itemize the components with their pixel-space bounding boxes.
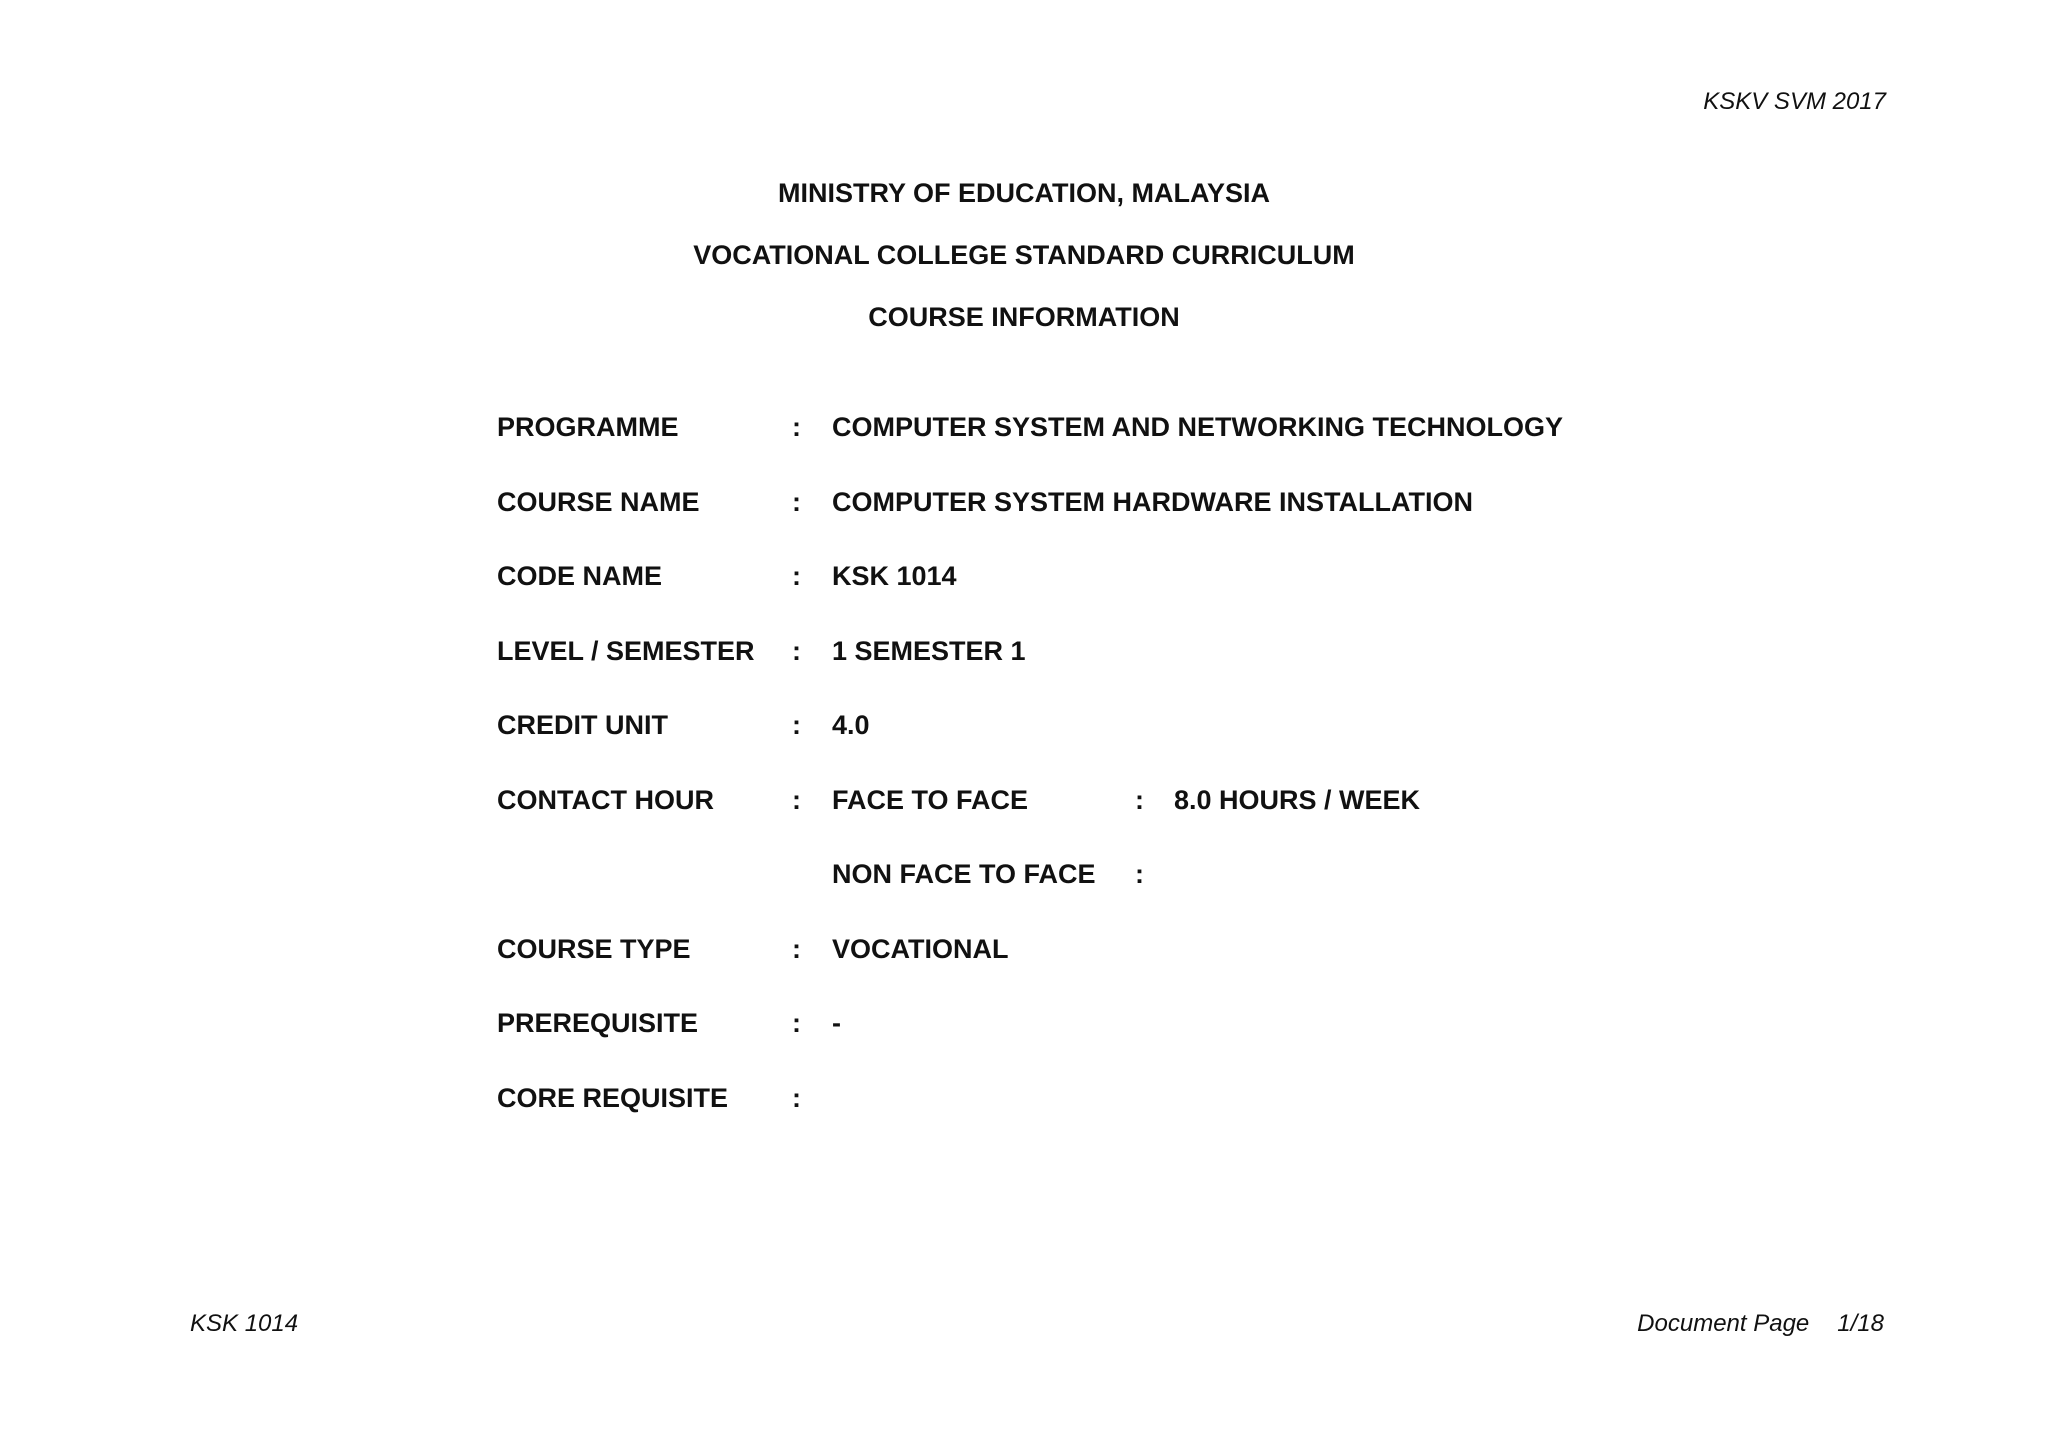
code-name-label: CODE NAME [497, 561, 663, 591]
course-name-value: COMPUTER SYSTEM HARDWARE INSTALLATION [832, 486, 1473, 517]
title-block [0, 176, 2048, 362]
level-semester-label: LEVEL / SEMESTER [497, 635, 755, 666]
separator-colon: : [792, 635, 801, 666]
face-to-face-value: 8.0 HOURS / WEEK [1174, 784, 1421, 815]
curriculum-title: VOCATIONAL COLLEGE STANDARD CURRICULUM [693, 240, 1355, 270]
separator-colon: : [792, 933, 801, 964]
separator-colon: : [792, 710, 801, 740]
level-semester-value: 1 SEMESTER 1 [832, 635, 1026, 666]
core-requisite-label: CORE REQUISITE [497, 1082, 729, 1113]
separator-colon: : [792, 1082, 801, 1113]
separator-colon: : [792, 784, 801, 815]
footer-course-code: KSK 1014 [190, 1310, 299, 1337]
footer-page-info [1637, 1310, 1884, 1338]
non-face-to-face-label: NON FACE TO FACE [832, 859, 1096, 889]
separator-colon: : [792, 561, 801, 591]
header-reference: KSKV SVM 2017 [1703, 88, 1886, 115]
page-label: Document Page [1637, 1310, 1810, 1337]
course-type-value: VOCATIONAL [832, 933, 1009, 964]
credit-unit-value: 4.0 [832, 710, 870, 740]
prerequisite-label: PREREQUISITE [497, 1008, 699, 1038]
programme-value: COMPUTER SYSTEM AND NETWORKING TECHNOLOGY [832, 412, 1564, 442]
prerequisite-value: - [832, 1008, 841, 1038]
separator-colon: : [1135, 859, 1144, 889]
course-name-label: COURSE NAME [497, 486, 700, 517]
separator-colon: : [792, 412, 801, 442]
separator-colon: : [792, 1008, 801, 1038]
page-number: 1/18 [1837, 1310, 1884, 1337]
section-title: COURSE INFORMATION [868, 302, 1180, 332]
course-type-label: COURSE TYPE [497, 933, 691, 964]
credit-unit-label: CREDIT UNIT [497, 710, 668, 740]
contact-hour-label: CONTACT HOUR [497, 784, 714, 815]
separator-colon: : [792, 486, 801, 517]
programme-label: PROGRAMME [497, 412, 679, 442]
ministry-title: MINISTRY OF EDUCATION, MALAYSIA [777, 178, 1271, 208]
code-name-value: KSK 1014 [832, 561, 957, 591]
separator-colon: : [1135, 784, 1144, 815]
face-to-face-label: FACE TO FACE [832, 784, 1029, 815]
